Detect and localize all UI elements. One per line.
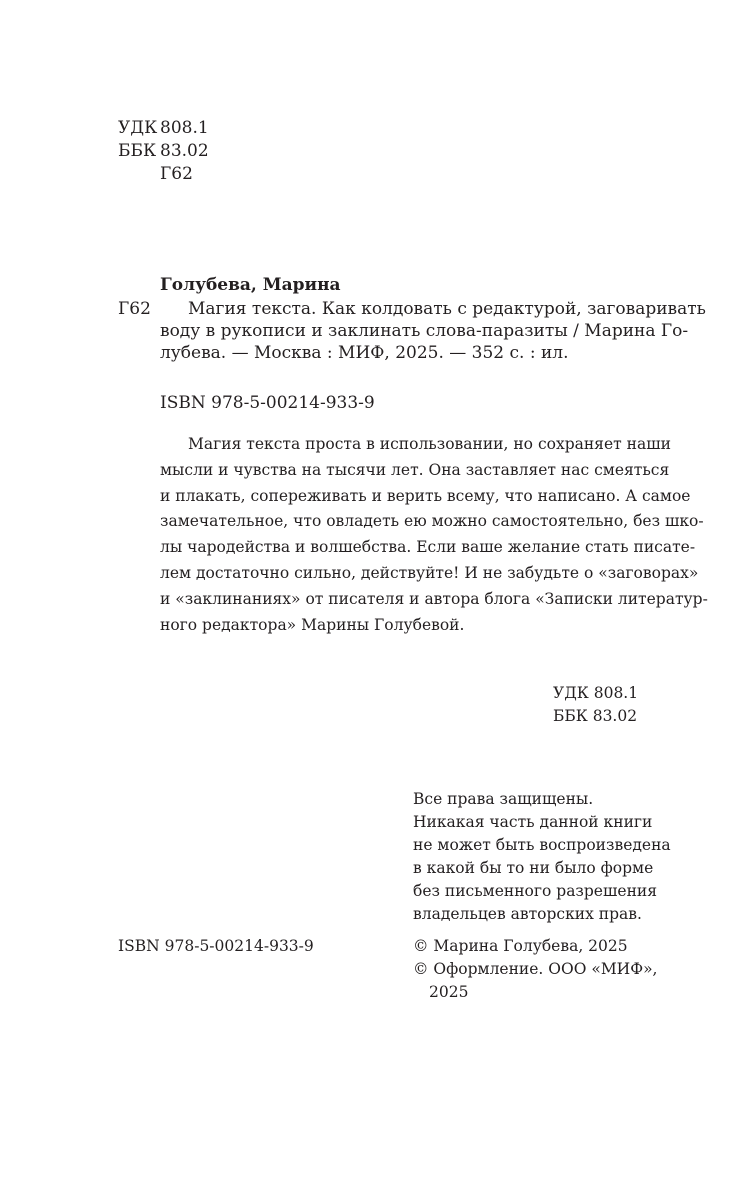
bbk-top [118,140,209,163]
bbk-value: 83.02 [160,141,209,161]
udk-label: УДК [118,118,158,138]
rights-line: без письменного разрешения [413,882,658,900]
rights-notice [413,788,671,926]
copyright-block [413,935,657,1004]
rights-line: в какой бы то ни было форме [413,859,654,877]
copyright-line: © Оформление. ООО «МИФ», [413,960,658,978]
rights-line: владельцев авторских прав. [413,905,642,923]
annotation-line: лы чародейства и волшебства. Если ваше желание стать писате- [160,538,696,557]
rights-line: Никакая часть данной книги [413,813,653,831]
annotation-line: и плакать, сопереживать и верить всему, что написано. А самое [160,486,691,505]
annotation-line: замечательное, что овладеть ею можно самостоятельно, без шко- [160,512,704,531]
udk-top [118,117,209,140]
bib-line: Магия текста. Как колдовать с редактурой, заговаривать [188,299,706,319]
isbn-main: ISBN 978-5-00214-933-9 [160,393,375,413]
udk-value: 808.1 [160,118,209,138]
rights-line: не может быть воспроизведена [413,836,671,854]
annotation-line: и «заклинаниях» от писателя и автора блога «Записки литератур- [160,589,708,608]
annotation [160,432,708,638]
rights-line: Все права защищены. [413,790,594,808]
annotation-line: мысли и чувства на тысячи лет. Она заставляет нас смеяться [160,460,670,479]
isbn-bottom: ISBN 978-5-00214-933-9 [118,937,314,955]
bib-line: лубева. — Москва : МИФ, 2025. — 352 с. : ил. [160,343,569,363]
bbk-right: ББК 83.02 [553,707,638,725]
classification-top [118,117,209,186]
annotation-line: лем достаточно сильно, действуйте! И не забудьте о «заговорах» [160,563,699,582]
bbk-label: ББК [118,141,157,161]
author-heading: Голубева, Марина [160,275,341,295]
author-sign-top: Г62 [160,164,193,184]
classification-right [553,682,638,728]
copyright-line: © Марина Голубева, 2025 [413,937,628,955]
bib-line: воду в рукописи и заклинать слова-паразиты / Марина Го- [160,321,689,341]
udk-right: УДК 808.1 [553,684,639,702]
copyright-line: 2025 [429,983,469,1001]
bibliographic-record [160,298,706,364]
annotation-line: Магия текста проста в использовании, но сохраняет наши [188,435,671,453]
annotation-line: ного редактора» Марины Голубевой. [160,615,465,634]
author-sign: Г62 [118,299,151,319]
